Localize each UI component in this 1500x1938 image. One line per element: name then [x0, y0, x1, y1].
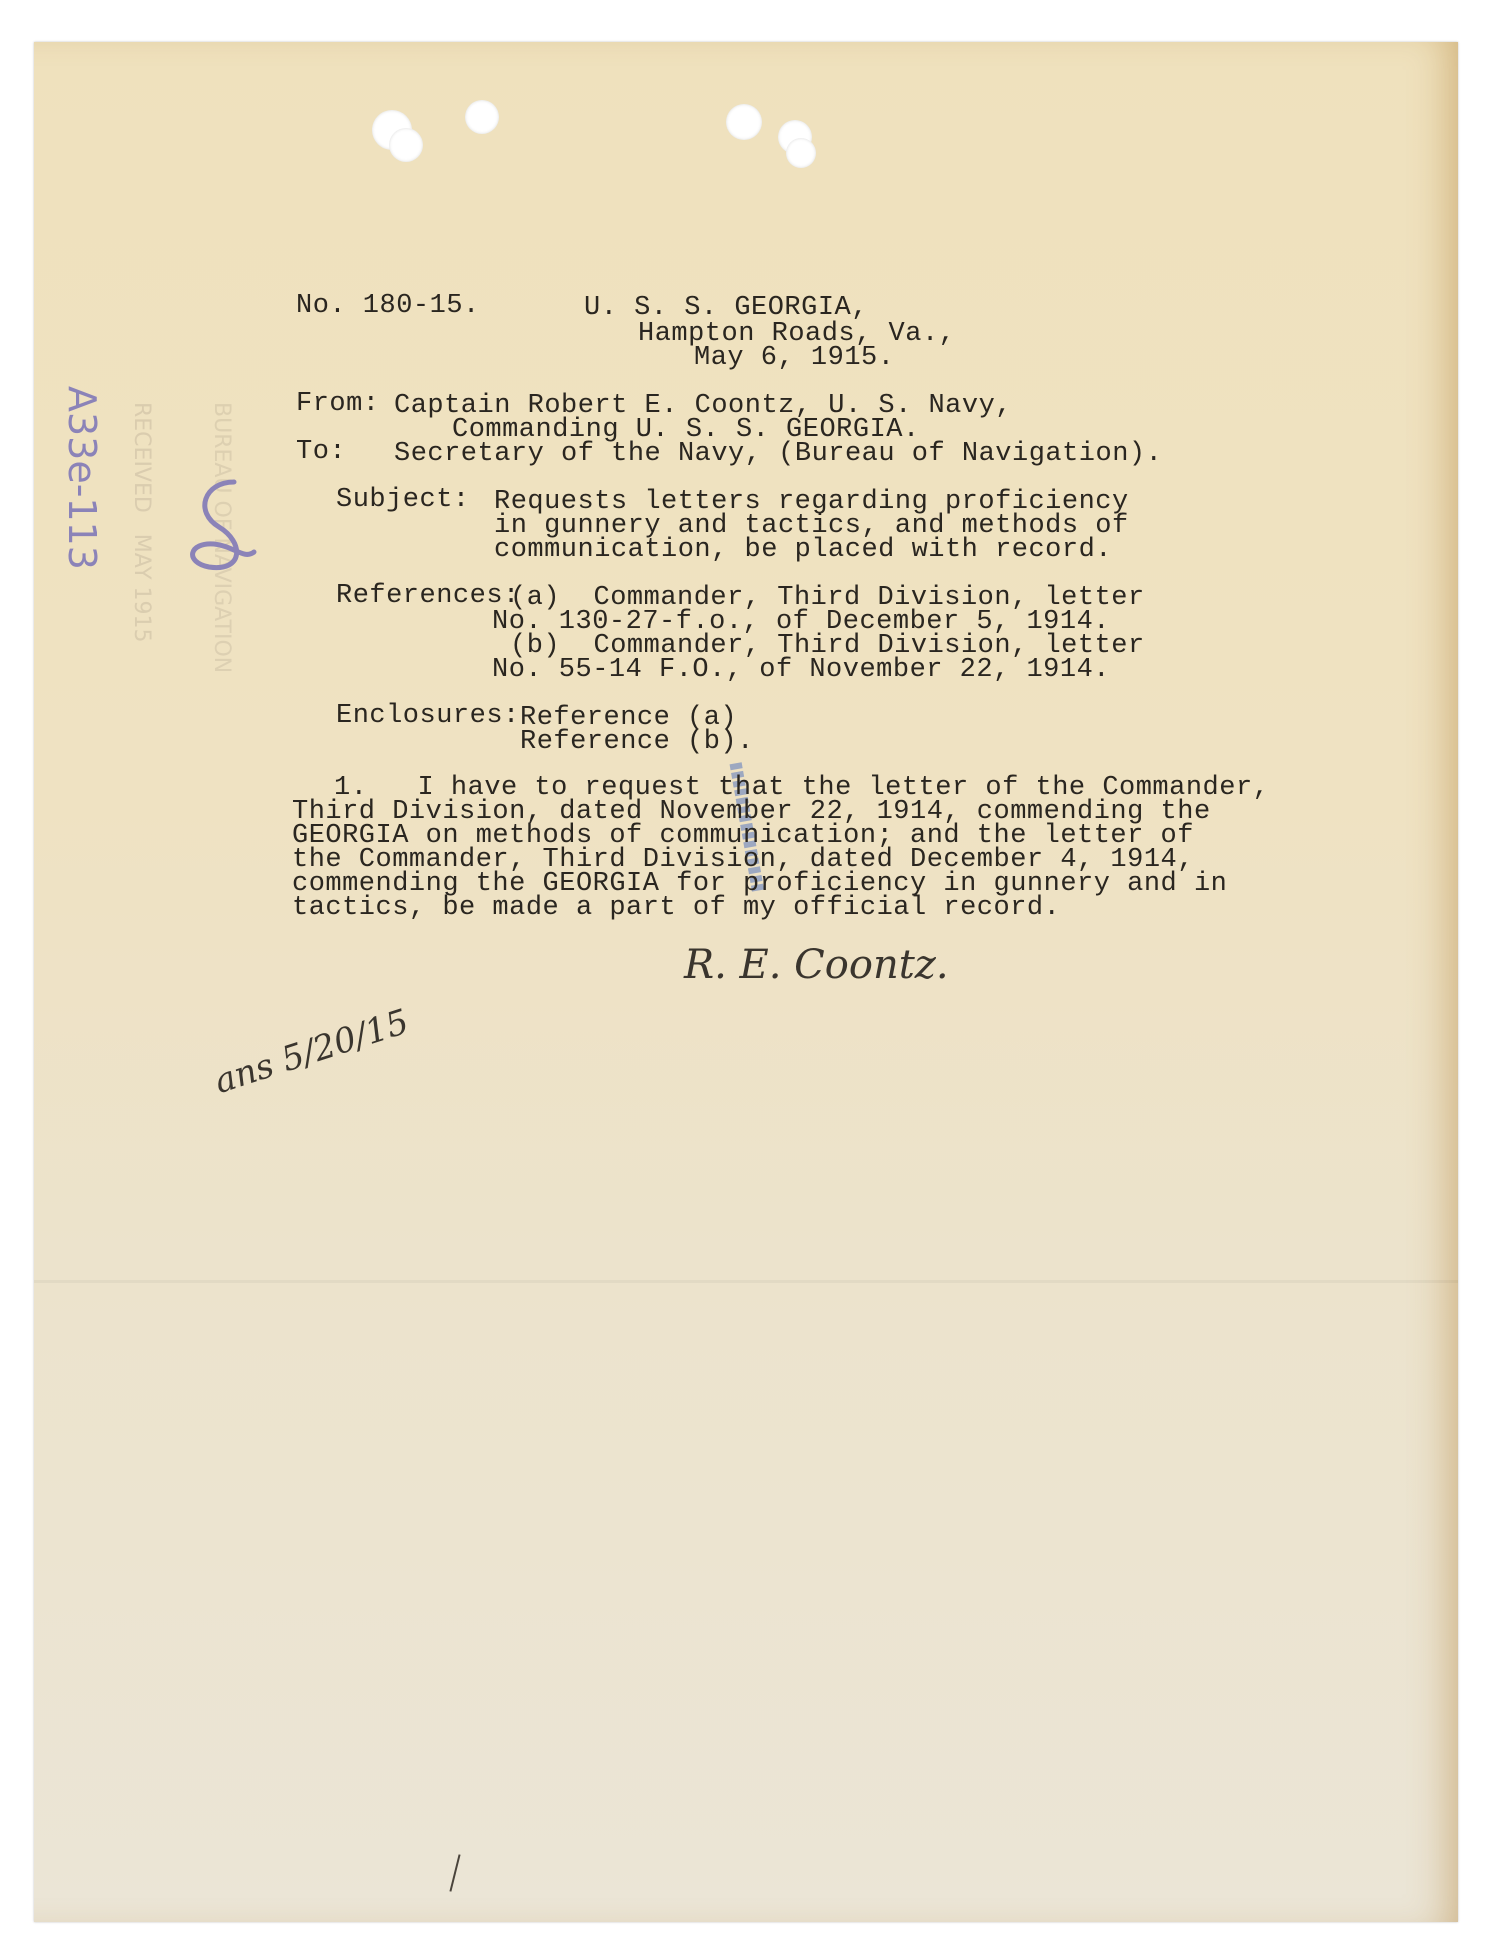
- reference-line: No. 130-27-f.o., of December 5, 1914.: [492, 607, 1110, 637]
- enclosures-label: Enclosures:: [336, 701, 520, 731]
- subject-line: communication, be placed with record.: [494, 535, 1112, 565]
- subject-label: Subject:: [336, 485, 470, 515]
- to-value: Secretary of the Navy, (Bureau of Navigation).: [394, 439, 1163, 469]
- reference-line: No. 55-14 F.O., of November 22, 1914.: [492, 655, 1110, 685]
- reference-line: (a) Commander, Third Division, letter: [510, 583, 1145, 613]
- body-line: 1. I have to request that the letter of the Commander,: [334, 773, 1270, 803]
- from-line-1: Captain Robert E. Coontz, U. S. Navy,: [394, 391, 1012, 421]
- punch-hole: [786, 138, 816, 168]
- subject-line: Requests letters regarding proficiency: [494, 487, 1129, 517]
- letter-page: [34, 42, 1458, 1922]
- punch-hole: [465, 100, 499, 134]
- to-label: To:: [296, 437, 347, 467]
- letter-date: May 6, 1915.: [694, 343, 895, 373]
- subject-line: in gunnery and tactics, and methods of: [494, 511, 1129, 541]
- body-line: tactics, be made a part of my official record.: [292, 893, 1061, 923]
- references-label: References:: [336, 581, 520, 611]
- punch-hole: [726, 104, 762, 140]
- from-label: From:: [296, 389, 380, 419]
- handwritten-note: ans 5/20/15: [209, 1001, 414, 1102]
- blue-ink-stamp: ▮▮▮▮▮▮▮▮▮▮▮▮▮▮▮: [727, 760, 769, 894]
- body-line: Third Division, dated November 22, 1914, commending the: [292, 797, 1211, 827]
- from-line-2: Commanding U. S. S. GEORGIA.: [452, 415, 920, 445]
- paper-fold: [34, 1280, 1458, 1283]
- signature: R. E. Coontz.: [684, 942, 949, 988]
- punch-hole: [389, 128, 423, 162]
- body-line: GEORGIA on methods of communication; and the letter of: [292, 821, 1194, 851]
- enclosure-line: Reference (a): [520, 703, 738, 733]
- margin-file-number: A33e-113: [60, 386, 104, 570]
- received-stamp: RECEIVED MAY 1915: [129, 402, 154, 643]
- received-stamp: BUREAU OF NAVIGATION: [209, 402, 234, 674]
- letter-number: No. 180-15.: [296, 291, 480, 321]
- ship-name: U. S. S. GEORGIA,: [584, 293, 868, 323]
- location: Hampton Roads, Va.,: [638, 319, 956, 349]
- enclosure-line: Reference (b).: [520, 727, 754, 757]
- body-line: the Commander, Third Division, dated December 4, 1914,: [292, 845, 1194, 875]
- reference-line: (b) Commander, Third Division, letter: [510, 631, 1145, 661]
- purple-scribble-mark: [174, 472, 264, 582]
- body-line: commending the GEORGIA for proficiency in gunnery and in: [292, 869, 1228, 899]
- pencil-mark: [449, 1854, 460, 1891]
